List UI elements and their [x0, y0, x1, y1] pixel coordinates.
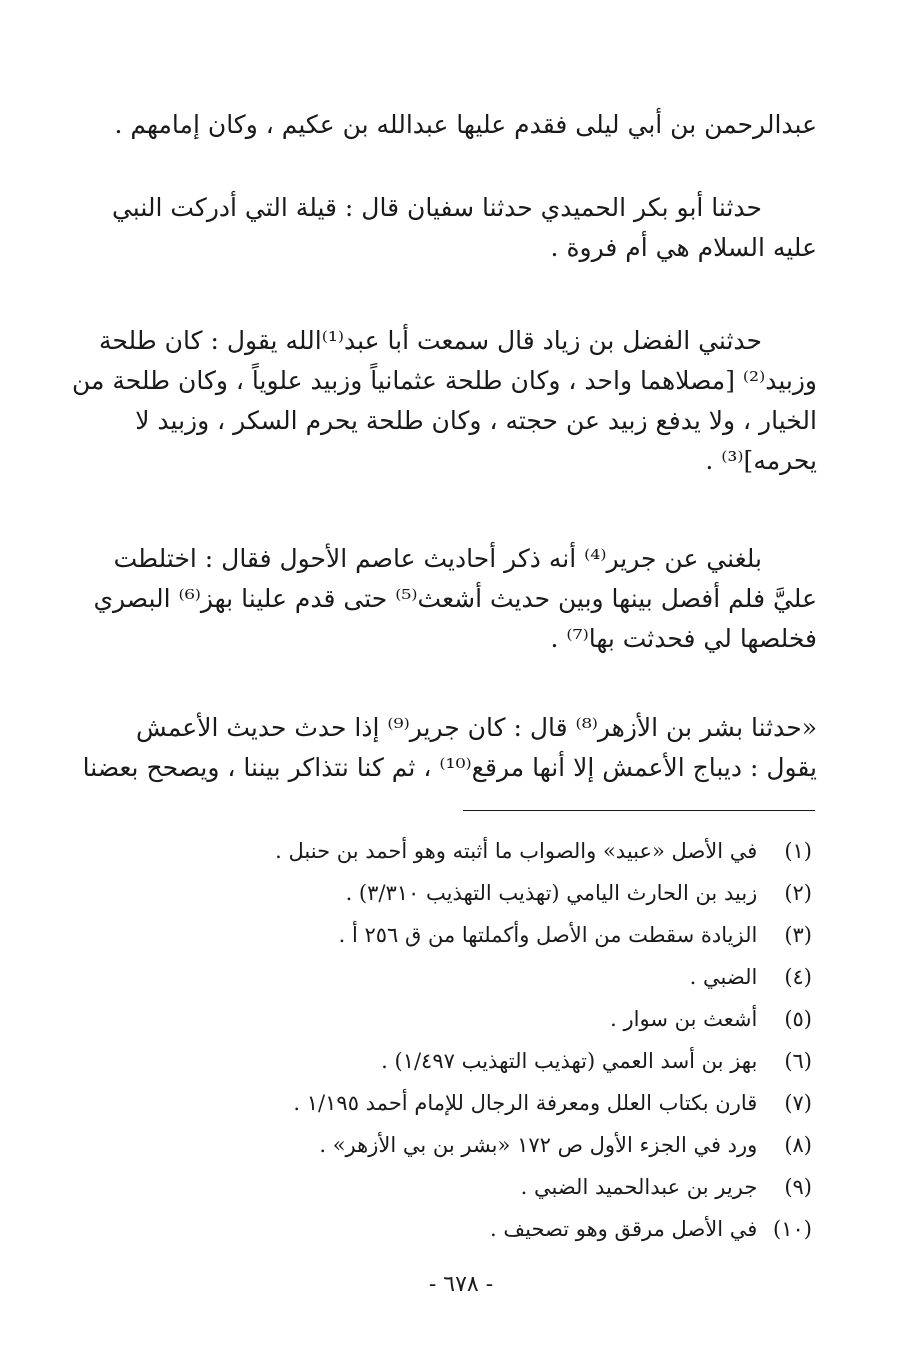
- footnote-text: أشعث بن سوار .: [610, 1007, 758, 1031]
- footnote-2: [192, 872, 812, 914]
- page-number: - ٦٧٨ -: [428, 1272, 494, 1297]
- footnote-number: (٩): [784, 1175, 812, 1199]
- footnote-9: [192, 1166, 812, 1208]
- paragraph-line: حدثنا أبو بكر الحميدي حدثنا سفيان قال : قيلة التي أدركت النبي: [111, 193, 762, 222]
- footnote-text: زبيد بن الحارث اليامي (تهذيب التهذيب ٣/٣١٠) .: [345, 881, 758, 905]
- footnote-number: (٨): [784, 1133, 812, 1157]
- footnote-number: (٣): [784, 923, 812, 947]
- paragraph-line: عليه السلام هي أم فروة .: [550, 233, 817, 262]
- footnote-8: [192, 1124, 812, 1166]
- footnote-text: ورد في الجزء الأول ص ١٧٢ «بشر بن بي الأزهر» .: [319, 1133, 758, 1157]
- footnote-3: [192, 914, 812, 956]
- footnote-number: (١٠): [773, 1217, 812, 1241]
- paragraph-line: حدثني الفضل بن زياد قال سمعت أبا عبد⁽¹⁾الله يقول : كان طلحة: [98, 326, 762, 355]
- footnote-text: الضبي .: [689, 965, 758, 989]
- footnote-text: بهز بن أسد العمي (تهذيب التهذيب ١/٤٩٧) .: [381, 1049, 758, 1073]
- footnote-number: (٢): [784, 881, 812, 905]
- paragraph-2: [111, 188, 817, 268]
- footnotes: [192, 830, 812, 1250]
- footnote-6: [192, 1040, 812, 1082]
- footnote-number: (٦): [784, 1049, 812, 1073]
- footnote-10: [192, 1208, 812, 1250]
- paragraph-5: [82, 708, 817, 788]
- paragraph-line: عبدالرحمن بن أبي ليلى فقدم عليها عبدالله بن عكيم ، وكان إمامهم .: [114, 110, 817, 139]
- paragraph-line: بلغني عن جرير⁽⁴⁾ أنه ذكر أحاديث عاصم الأحول فقال : اختلطت: [113, 544, 762, 573]
- paragraph-line: وزبيد⁽²⁾ [مصلاهما واحد ، وكان طلحة عثمانياً وزبيد علوياً ، وكان طلحة من: [71, 366, 817, 395]
- footnote-number: (٤): [784, 965, 812, 989]
- footnote-text: قارن بكتاب العلل ومعرفة الرجال للإمام أحمد ١/١٩٥ .: [293, 1091, 758, 1115]
- paragraph-line: فخلصها لي فحدثت بها⁽⁷⁾ .: [550, 624, 817, 653]
- footnote-number: (١): [784, 839, 812, 863]
- footnote-number: (٧): [784, 1091, 812, 1115]
- paragraph-4: [93, 539, 817, 659]
- footnote-divider: [463, 810, 815, 811]
- paragraph-1: [114, 105, 817, 145]
- footnote-7: [192, 1082, 812, 1124]
- footnote-5: [192, 998, 812, 1040]
- footnote-4: [192, 956, 812, 998]
- footnote-text: في الأصل «عبيد» والصواب ما أثبته وهو أحمد بن حنبل .: [275, 839, 758, 863]
- paragraph-line: عليَّ فلم أفصل بينها وبين حديث أشعث⁽⁵⁾ حتى قدم علينا بهز⁽⁶⁾ البصري: [93, 584, 817, 613]
- paragraph-line: «حدثنا بشر بن الأزهر⁽⁸⁾ قال : كان جرير⁽⁹⁾ إذا حدث حديث الأعمش: [135, 713, 817, 742]
- paragraph-line: الخيار ، ولا يدفع زبيد عن حجته ، وكان طلحة يحرم السكر ، وزبيد لا: [135, 406, 817, 435]
- footnote-text: الزيادة سقطت من الأصل وأكملتها من ق ٢٥٦ أ .: [338, 923, 758, 947]
- paragraph-3: [71, 321, 817, 481]
- footnote-1: [192, 830, 812, 872]
- paragraph-line: يقول : ديباج الأعمش إلا أنها مرقع⁽¹⁰⁾ ، ثم كنا نتذاكر بيننا ، ويصحح بعضنا: [82, 753, 817, 782]
- footnote-text: في الأصل مرقق وهو تصحيف .: [490, 1217, 758, 1241]
- footnote-text: جرير بن عبدالحميد الضبي .: [520, 1175, 758, 1199]
- footnote-number: (٥): [784, 1007, 812, 1031]
- paragraph-line: يحرمه]⁽³⁾ .: [705, 446, 817, 475]
